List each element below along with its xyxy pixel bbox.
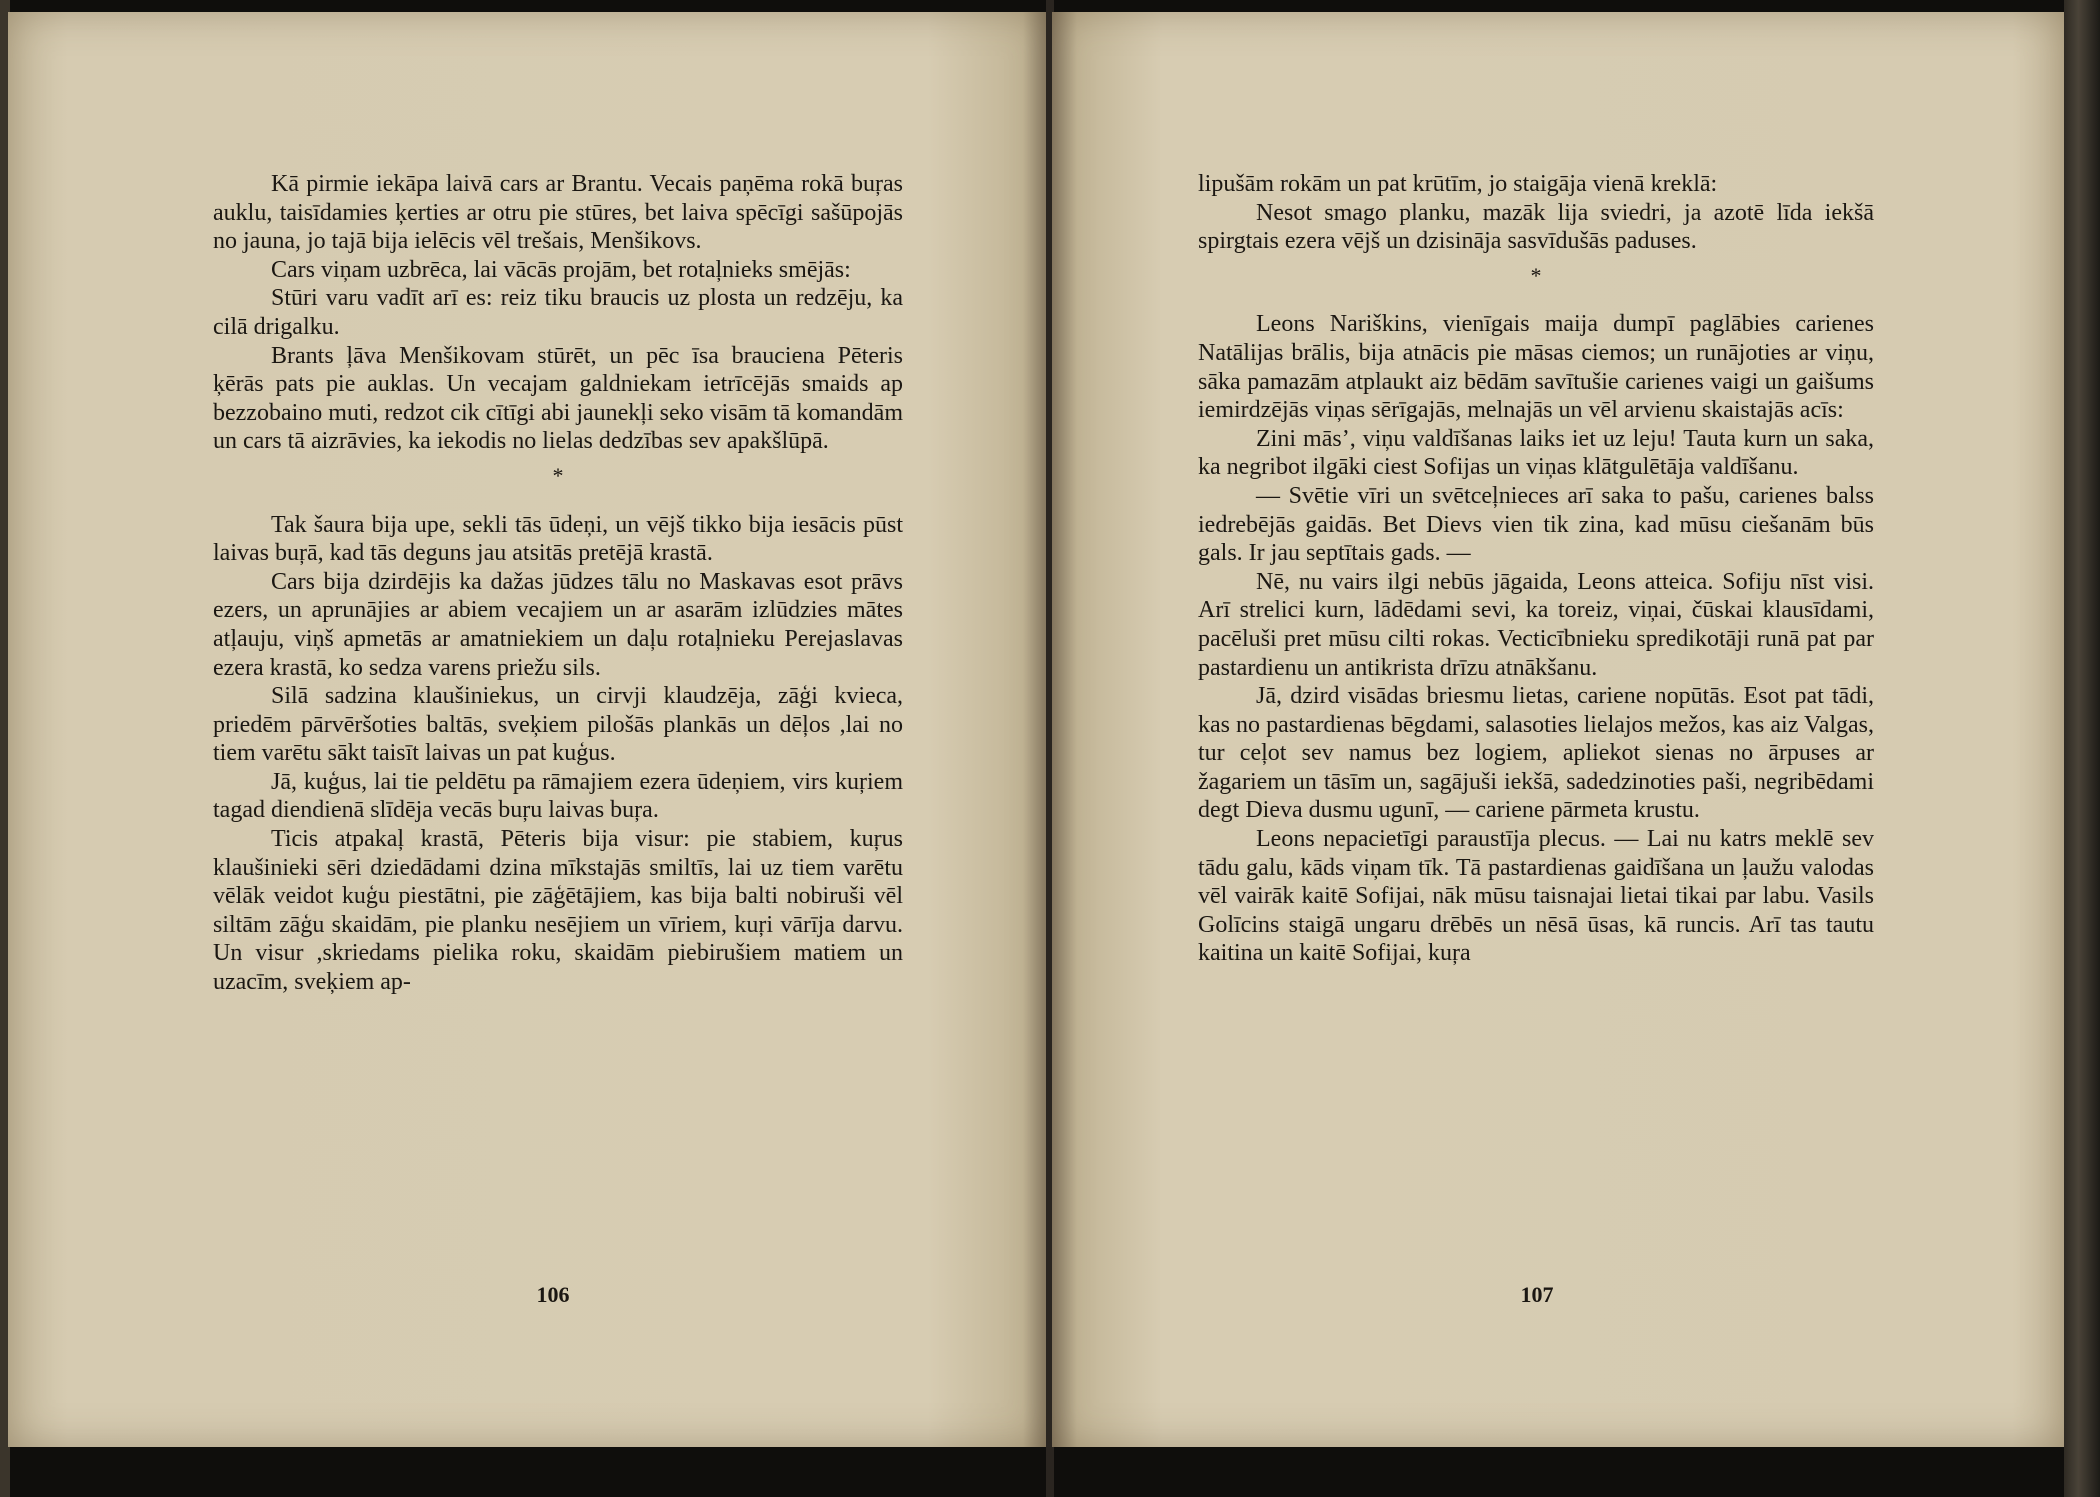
paragraph: Nesot smago planku, mazāk lija sviedri, ja azotē līda iekšā spirgtais ezera vējš un dzisināja sasvīdušās paduses.	[1198, 199, 1874, 255]
left-page-text	[213, 170, 903, 997]
paragraph: — Svētie vīri un svētceļnieces arī saka to pašu, carienes balss iedrebējās gaidās. Bet Dievs vien tik zina, kad mūsu ciešanām būs gals. Ir jau septītais gads. —	[1198, 482, 1874, 567]
book-cover-edge-right	[2064, 0, 2100, 1497]
right-page-text	[1198, 170, 1874, 968]
left-page-number: 106	[536, 1282, 570, 1307]
right-page	[1052, 12, 2064, 1447]
left-page	[8, 12, 1048, 1447]
paragraph: lipušām rokām un pat krūtīm, jo staigāja vienā kreklā:	[1198, 171, 1718, 197]
paragraph: Kā pirmie iekāpa laivā cars ar Brantu. Vecais paņēma rokā buŗas auklu, taisīdamies ķerties ar otru pie stūres, bet laiva spēcīgi sašūpojās no jauna, jo tajā bija ielēcis vēl trešais, Menšikovs.	[213, 171, 903, 255]
section-break: *	[1530, 262, 1542, 288]
right-page-number: 107	[1520, 1282, 1554, 1307]
paragraph: Nē, nu vairs ilgi nebūs jāgaida, Leons atteica. Sofiju nīst visi. Arī strelici kurn, lādēdami sevi, ka toreiz, viņai, čūskai klausīdami, pacēluši pret mūsu cilti rokas. Vecticībnieku spredikotāji runā pat par pastardienu un antikrista drīzu atnākšanu.	[1198, 568, 1874, 681]
paragraph: Zini mās’, viņu valdīšanas laiks iet uz leju! Tauta kurn un saka, ka negribot ilgāki ciest Sofijas un viņas klātgulētāja valdīšanu.	[1198, 425, 1874, 481]
paragraph: Cars viņam uzbrēca, lai vācās projām, bet rotaļnieks smējās:	[271, 256, 851, 283]
paragraph: Jā, kuģus, lai tie peldētu pa rāmajiem ezera ūdeņiem, virs kuŗiem tagad diendienā slīdēja vecās buŗu laivas buŗa.	[213, 768, 903, 824]
paragraph: Tak šaura bija upe, sekli tās ūdeņi, un vējš tikko bija iesācis pūst laivas buŗā, kad tās deguns jau atsitās pretējā krastā.	[213, 511, 903, 567]
paragraph: Cars bija dzirdējis ka dažas jūdzes tālu no Maskavas esot prāvs ezers, un aprunājies ar abiem vecajiem un ar asarām izlūdzies mātes atļauju, viņš apmetās ar amatniekiem un daļu rotaļnieku Perejaslavas ezera krastā, ko sedza varens priežu sils.	[213, 568, 903, 681]
paragraph: Jā, dzird visādas briesmu lietas, cariene nopūtās. Esot pat tādi, kas no pastardienas bēgdami, salasoties lielajos mežos, kas aiz Valgas, tur ceļot sev namus bez logiem, apliekot sienas no ārpuses ar žagariem un tāsīm un, sagājuši iekšā, sadedzinoties paši, negribēdami degt Dieva dusmu ugunī, — cariene pārmeta krustu.	[1198, 683, 1874, 824]
paragraph: Leons Nariškins, vienīgais maija dumpī paglābies carienes Natālijas brālis, bija atnācis pie māsas ciemos; un runājoties ar viņu, sāka pamazām atplaukt aiz bēdām savītušie carienes vaigi un gaišums iemirdzējās viņas sērīgajās, melnajās un vēl arvienu skaistajās acīs:	[1198, 311, 1874, 424]
paragraph: Stūri varu vadīt arī es: reiz tiku braucis uz plosta un redzēju, ka cilā drigalku.	[213, 285, 903, 340]
paragraph: Ticis atpakaļ krastā, Pēteris bija visur: pie stabiem, kuŗus klaušinieki sēri dziedādami dzina mīkstajās smiltīs, lai uz tiem varētu vēlāk veidot kuģu piestātni, pie zāģētājiem, kas bija balti nobiruši vēl siltām zāģu skaidām, pie planku nesējiem un vīriem, kuŗi vārīja darvu. Un visur ,skriedams pielika roku, skaidām piebirušiem matiem un uzacīm, sveķiem ap-	[213, 826, 903, 996]
paragraph: Leons nepacietīgi paraustīja plecus. — Lai nu katrs meklē sev tādu galu, kāds viņam tīk. Tā pastardienas gaidīšana un ļaužu valodas vēl vairāk kaitē Sofijai, nāk mūsu taisnajai lietai tikai par labu. Vasils Golīcins staigā ungaru drēbēs un nēsā ūsas, kā runcis. Arī tas tautu kaitina un kaitē Sofijai, kuŗa	[1198, 826, 1874, 967]
section-break: *	[552, 462, 564, 488]
paragraph: Silā sadzina klaušiniekus, un cirvji klaudzēja, zāģi kvieca, priedēm pārvēršoties baltās, sveķiem pilošās plankās un dēļos ,lai no tiem varētu sākt taisīt laivas un pat kuģus.	[213, 683, 903, 767]
paragraph: Brants ļāva Menšikovam stūrēt, un pēc īsa brauciena Pēteris ķērās pats pie auklas. Un vecajam galdniekam ietrīcējās smaids ap bezzobaino muti, redzot cik cītīgi abi jaunekļi seko visām tā komandām un cars tā aizrāvies, ka iekodis no lielas dedzības sev apakšlūpā.	[213, 342, 903, 455]
